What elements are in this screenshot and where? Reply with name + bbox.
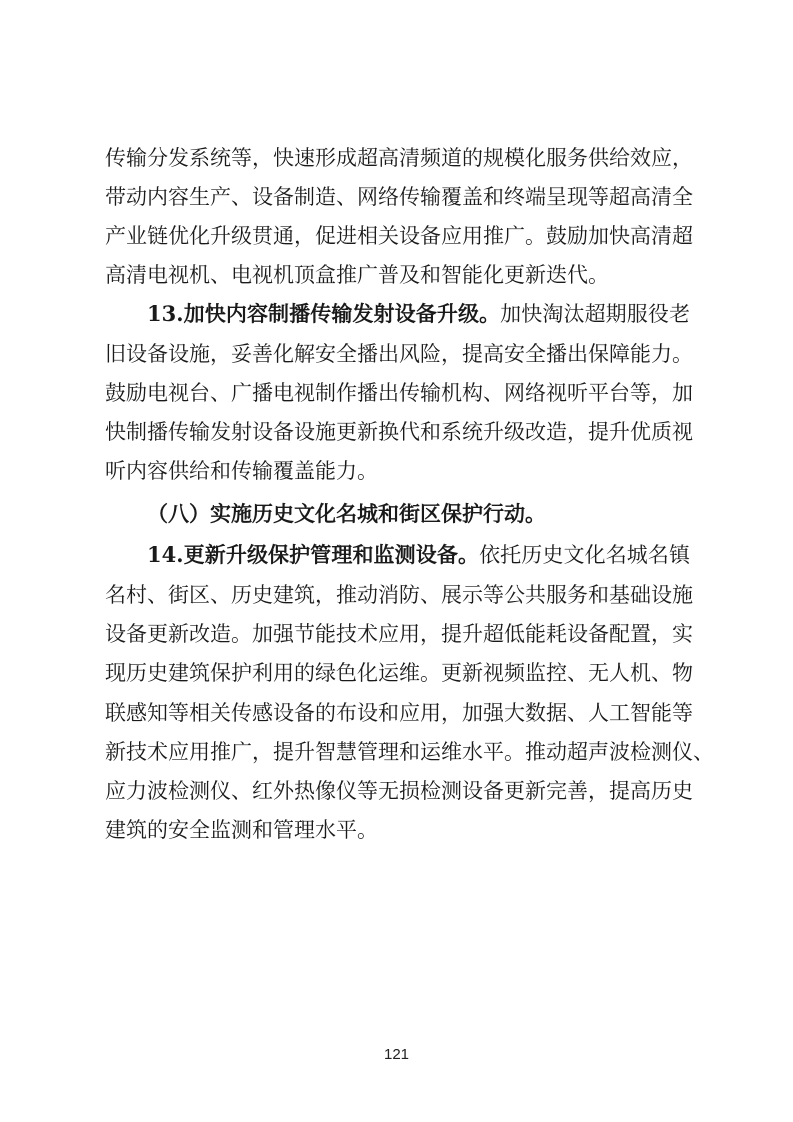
line-text: 联感知等相关传感设备的布设和应用，加强大数据、人工智能等 bbox=[105, 701, 693, 725]
body-line-2 bbox=[105, 177, 693, 217]
line-text: 高清电视机、电视机顶盒推广普及和智能化更新迭代。 bbox=[105, 263, 609, 287]
section-heading-text: （八）实施历史文化名城和街区保护行动。 bbox=[147, 501, 546, 526]
line-text: 设备更新改造。加强节能技术应用，提升超低能耗设备配置，实 bbox=[105, 622, 693, 646]
body-line-12 bbox=[105, 575, 693, 615]
item-14-first-line bbox=[147, 535, 690, 575]
line-text: 鼓励电视台、广播电视制作播出传输机构、网络视听平台等，加 bbox=[105, 381, 693, 405]
line-text: 依托历史文化名城名镇 bbox=[479, 543, 690, 567]
line-text: 传输分发系统等，快速形成超高清频道的规模化服务供给效应， bbox=[105, 146, 693, 170]
body-line-7 bbox=[105, 373, 693, 413]
body-line-13 bbox=[105, 614, 693, 654]
line-text: 加快淘汰超期服役老 bbox=[500, 302, 690, 326]
body-line-14 bbox=[105, 653, 693, 693]
item-14-lead: 14.更新升级保护管理和监测设备。 bbox=[147, 542, 480, 567]
body-line-6 bbox=[105, 334, 693, 374]
line-text: 现历史建筑保护利用的绿色化运维。更新视频监控、无人机、物 bbox=[105, 661, 693, 685]
body-line-4 bbox=[105, 255, 690, 295]
line-text: 新技术应用推广，提升智慧管理和运维水平。推动超声波检测仪、 bbox=[105, 740, 714, 764]
body-line-9 bbox=[105, 451, 690, 491]
item-13-first-line bbox=[147, 294, 690, 334]
line-text: 应力波检测仪、红外热像仪等无损检测设备更新完善，提高历史 bbox=[105, 779, 693, 803]
body-line-18 bbox=[105, 810, 690, 850]
page-number: 121 bbox=[383, 1046, 410, 1063]
body-line-17 bbox=[105, 771, 693, 811]
line-text: 旧设备设施，妥善化解安全播出风险，提高安全播出保障能力。 bbox=[105, 342, 693, 366]
line-text: 快制播传输发射设备设施更新换代和系统升级改造，提升优质视 bbox=[105, 420, 693, 444]
body-line-16 bbox=[105, 732, 714, 772]
body-line-3 bbox=[105, 216, 693, 256]
line-text: 名村、街区、历史建筑，推动消防、展示等公共服务和基础设施 bbox=[105, 583, 693, 607]
section-heading bbox=[147, 494, 690, 534]
body-line-15 bbox=[105, 693, 693, 733]
body-line-8 bbox=[105, 412, 693, 452]
body-line-1 bbox=[105, 138, 693, 178]
line-text: 听内容供给和传输覆盖能力。 bbox=[105, 459, 378, 483]
line-text: 产业链优化升级贯通，促进相关设备应用推广。鼓励加快高清超 bbox=[105, 224, 693, 248]
item-13-lead: 13.加快内容制播传输发射设备升级。 bbox=[147, 301, 501, 326]
line-text: 建筑的安全监测和管理水平。 bbox=[105, 818, 378, 842]
line-text: 带动内容生产、设备制造、网络传输覆盖和终端呈现等超高清全 bbox=[105, 185, 693, 209]
